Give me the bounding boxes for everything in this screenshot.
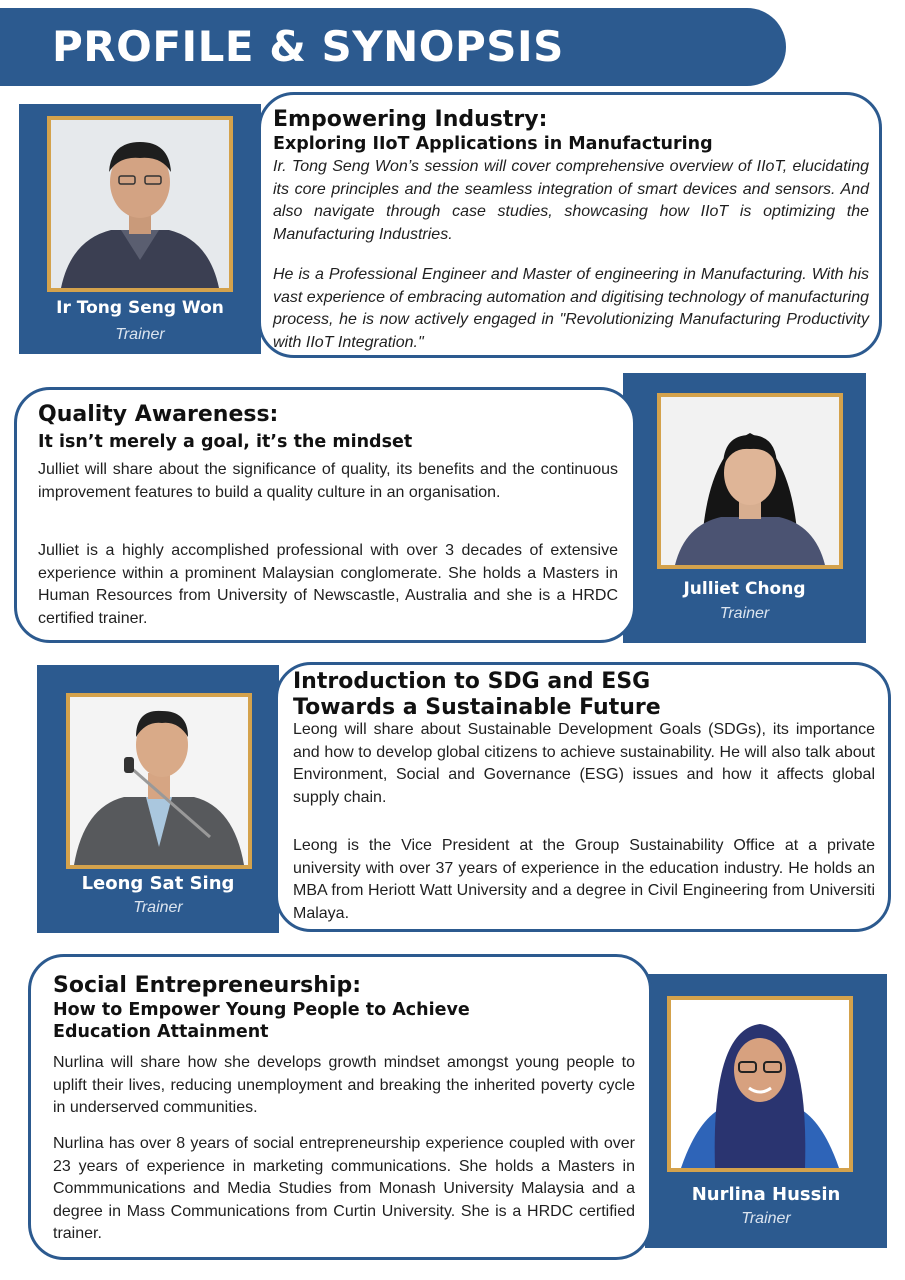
session-title: Quality Awareness: bbox=[38, 402, 279, 427]
synopsis-card-1 bbox=[258, 92, 882, 358]
trainer-role: Trainer bbox=[133, 899, 183, 916]
person-icon bbox=[51, 120, 229, 288]
page-title: PROFILE & SYNOPSIS bbox=[52, 22, 564, 71]
synopsis-card-2 bbox=[14, 387, 636, 643]
person-icon bbox=[671, 1000, 849, 1168]
trainer-bio: Nurlina has over 8 years of social entrepreneurship experience coupled with over 23 years of experience in marketing communications. She holds a Masters in Commmunications and Media Studies from Monash University Malaysia and a degree in Mass Communications from Curtin University. She is a HRDC certified trainer. bbox=[53, 1135, 635, 1242]
session-description: Leong will share about Sustainable Development Goals (SDGs), its importance and how to develop global citizens to achieve sustainability. He will also talk about Environment, Social and Governance (ESG) issues and how it affects global supply chain. bbox=[293, 721, 875, 806]
synopsis-card-4 bbox=[28, 954, 652, 1260]
session-description: Julliet will share about the significance of quality, its benefits and the continuous improvement features to build a quality culture in an organisation. bbox=[38, 461, 618, 501]
session-description: Ir. Tong Seng Won’s session will cover comprehensive overview of IIoT, elucidating its core principles and the seamless integration of smart devices and sensors. And also navigate through case studies, showcasing how IIoT is optimizing the Manufacturing Industries. bbox=[273, 158, 869, 243]
person-icon bbox=[661, 397, 839, 565]
trainer-role: Trainer bbox=[719, 605, 770, 622]
trainer-bio: Julliet is a highly accomplished professional with over 3 decades of extensive experience within a prominent Malaysian conglomerate. She holds a Masters in Human Resources from University of Newscastle, Australia and she is a HRDC certified trainer. bbox=[38, 542, 618, 627]
synopsis-card-3 bbox=[275, 662, 891, 932]
trainer-panel-2 bbox=[623, 373, 866, 643]
trainer-photo-1 bbox=[47, 116, 233, 292]
trainer-name: Nurlina Hussin bbox=[691, 1184, 841, 1205]
trainer-panel-4 bbox=[645, 974, 887, 1248]
trainer-role: Trainer bbox=[741, 1210, 791, 1227]
trainer-role: Trainer bbox=[115, 326, 165, 343]
trainer-photo-2 bbox=[657, 393, 843, 569]
trainer-photo-4 bbox=[667, 996, 853, 1172]
session-title: Empowering Industry: bbox=[273, 107, 548, 132]
trainer-name: Julliet Chong bbox=[683, 579, 806, 599]
session-subtitle: Exploring IIoT Applications in Manufacturing bbox=[273, 134, 713, 154]
trainer-photo-3 bbox=[66, 693, 252, 869]
trainer-panel-1 bbox=[19, 104, 261, 354]
trainer-bio: Leong is the Vice President at the Group Sustainability Office at a private university with over 37 years of experience in the education industry. He holds an MBA from Heriott Watt University and a degree in Civil Engineering from Universiti Malaya. bbox=[293, 837, 875, 922]
session-title: Introduction to SDG and ESG Towards a Sustainable Future bbox=[293, 669, 661, 720]
session-subtitle: How to Empower Young People to Achieve Education Attainment bbox=[53, 1000, 470, 1042]
trainer-panel-3 bbox=[37, 665, 279, 933]
header-banner bbox=[0, 8, 786, 86]
session-subtitle: It isn’t merely a goal, it’s the mindset bbox=[38, 432, 413, 452]
trainer-name: Leong Sat Sing bbox=[81, 873, 235, 894]
session-description: Nurlina will share how she develops growth mindset amongst young people to uplift their lives, reducing unemployment and breaking the inherited poverty cycle in underserved communities. bbox=[53, 1054, 635, 1116]
trainer-name: Ir Tong Seng Won bbox=[56, 298, 224, 318]
trainer-bio: He is a Professional Engineer and Master of engineering in Manufacturing. With his vast experience of embracing automation and digitising technology of manufacturing process, he is now actively engaged in "Revolutionizing Manufacturing Productivity with IIoT Integration." bbox=[273, 266, 869, 351]
session-title: Social Entrepreneurship: bbox=[53, 973, 362, 998]
person-icon bbox=[70, 697, 248, 865]
